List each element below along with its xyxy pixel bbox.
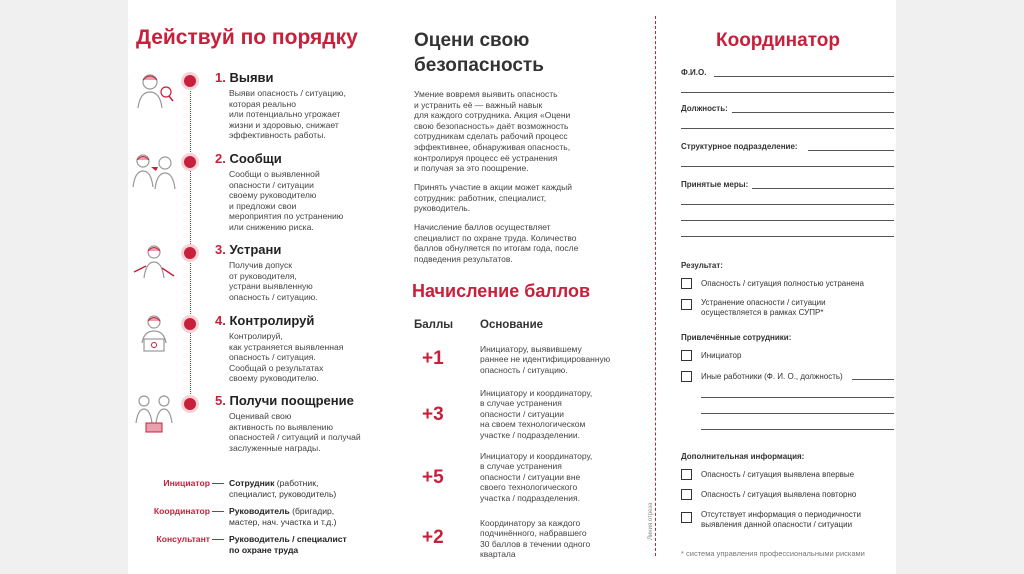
role-strong: Руководитель bbox=[229, 506, 290, 516]
result-eliminated-label: Опасность / ситуация полностью устранена bbox=[701, 279, 864, 288]
staff-others-input-line-2[interactable] bbox=[701, 397, 894, 398]
department-label: Структурное подразделение: bbox=[681, 142, 798, 151]
step-number: 2. bbox=[215, 151, 226, 166]
fio-input-line[interactable] bbox=[714, 76, 894, 77]
points-basis: Инициатору, выявившему раннее не идентифицированную опасность / ситуацию. bbox=[480, 344, 611, 375]
participation-paragraph: Принять участие в акции может каждый сотрудник: работник, специалист, руководитель. bbox=[414, 182, 572, 214]
extra-no-info-label: Отсутствует информация о периодичности выявления данной опасности / ситуации bbox=[701, 510, 861, 529]
extra-no-info-checkbox[interactable] bbox=[681, 512, 692, 523]
step-number: 5. bbox=[215, 393, 226, 408]
staff-initiator-label: Инициатор bbox=[701, 351, 742, 360]
role-name: Инициатор bbox=[163, 478, 210, 488]
left-column-title: Действуй по порядку bbox=[136, 26, 358, 49]
step-title: Сообщи bbox=[229, 151, 282, 166]
result-in-progress-label: Устранение опасности / ситуации осуществляется в рамках СУПР* bbox=[701, 298, 826, 317]
staff-others-input-line-3[interactable] bbox=[701, 413, 894, 414]
role-rest: (работник, специалист, руководитель) bbox=[229, 478, 337, 499]
cut-line bbox=[655, 16, 656, 556]
role-strong: Руководитель / специалист по охране труда bbox=[229, 534, 347, 555]
position-label: Должность: bbox=[681, 104, 728, 113]
step-number: 1. bbox=[215, 70, 226, 85]
step-marker bbox=[184, 398, 196, 410]
step-number: 4. bbox=[215, 313, 226, 328]
measures-input-line-3[interactable] bbox=[681, 220, 894, 221]
step-marker bbox=[184, 247, 196, 259]
role-name: Консультант bbox=[156, 534, 210, 544]
worker-fixing-icon bbox=[132, 242, 176, 282]
worker-spotting-icon bbox=[132, 70, 176, 110]
result-in-progress-checkbox[interactable] bbox=[681, 299, 692, 310]
step-title: Получи поощрение bbox=[229, 393, 354, 408]
column-header-basis: Основание bbox=[480, 319, 544, 331]
extra-first-time-label: Опасность / ситуация выявлена впервые bbox=[701, 470, 855, 479]
step-marker bbox=[184, 318, 196, 330]
cut-line-label: Линия отреза bbox=[648, 502, 654, 540]
steps-timeline bbox=[190, 80, 191, 410]
step-title: Контролируй bbox=[229, 313, 315, 328]
step-marker bbox=[184, 156, 196, 168]
measures-input-line[interactable] bbox=[752, 188, 894, 189]
worker-award-icon bbox=[132, 393, 176, 433]
middle-column-title: Оцени свою безопасность bbox=[414, 30, 544, 76]
step-marker bbox=[184, 75, 196, 87]
intro-paragraph: Умение вовремя выявить опасность и устранить её — важный навык для каждого сотрудника. Акция «Оцени свою безопасность» даёт возможность сотрудникам сделать рабочий процесс эффективнее, обнаруживая опасность, контролируя процесс её устранения и получая за это поощрение. bbox=[414, 89, 571, 174]
staff-others-checkbox[interactable] bbox=[681, 371, 692, 382]
staff-others-label: Иные работники (Ф. И. О., должность) bbox=[701, 372, 843, 381]
result-section-title: Результат: bbox=[681, 261, 723, 270]
position-input-line[interactable] bbox=[732, 112, 894, 113]
points-value: +1 bbox=[422, 348, 444, 369]
workers-talking-icon bbox=[132, 151, 176, 191]
step-description: Выяви опасность / ситуацию, которая реально или потенциально угрожает жизни и здоровью, снижает эффективность работы. bbox=[229, 88, 346, 141]
staff-section-title: Привлечённые сотрудники: bbox=[681, 333, 792, 342]
step-number: 3. bbox=[215, 242, 226, 257]
extra-repeat-label: Опасность / ситуация выявлена повторно bbox=[701, 490, 857, 499]
step-description: Сообщи о выявленной опасности / ситуации своему руководителю и предложи свои мероприятия по устранению или снижению риска. bbox=[229, 169, 344, 232]
step-description: Оценивай свою активность по выявлению опасностей / ситуаций и получай заслуженные награды. bbox=[229, 411, 361, 453]
points-title: Начисление баллов bbox=[412, 281, 591, 301]
extra-first-time-checkbox[interactable] bbox=[681, 469, 692, 480]
step-title: Выяви bbox=[229, 70, 274, 85]
measures-input-line-4[interactable] bbox=[681, 236, 894, 237]
measures-label: Принятые меры: bbox=[681, 180, 749, 189]
fio-input-line-2[interactable] bbox=[681, 92, 894, 93]
measures-input-line-2[interactable] bbox=[681, 204, 894, 205]
points-value: +2 bbox=[422, 527, 444, 548]
points-value: +5 bbox=[422, 467, 444, 488]
staff-initiator-checkbox[interactable] bbox=[681, 350, 692, 361]
extra-repeat-checkbox[interactable] bbox=[681, 489, 692, 500]
role-dash bbox=[212, 483, 224, 484]
scoring-paragraph: Начисление баллов осуществляет специалист по охране труда. Количество баллов обнуляется по итогам года, после подведения результатов. bbox=[414, 222, 579, 264]
points-basis: Инициатору и координатору, в случае устранения опасности / ситуации вне своего технологического участка / подразделения. bbox=[480, 451, 593, 503]
fio-label: Ф.И.О. bbox=[681, 68, 707, 77]
extra-section-title: Дополнительная информация: bbox=[681, 452, 805, 461]
worker-laptop-icon bbox=[132, 313, 176, 353]
result-eliminated-checkbox[interactable] bbox=[681, 278, 692, 289]
footnote: * система управления профессиональными рисками bbox=[681, 549, 865, 558]
points-basis: Инициатору и координатору, в случае устранения опасности / ситуации на своем технологическом участке / подразделении. bbox=[480, 388, 593, 440]
staff-others-input-line-4[interactable] bbox=[701, 429, 894, 430]
points-basis: Координатору за каждого подчинённого, набравшего 30 баллов в течении одного квартала bbox=[480, 518, 591, 560]
step-description: Получив допуск от руководителя, устрани выявленную опасность / ситуацию. bbox=[229, 260, 318, 302]
department-input-line[interactable] bbox=[808, 150, 894, 151]
role-dash bbox=[212, 511, 224, 512]
leaflet-page bbox=[128, 0, 896, 574]
role-name: Координатор bbox=[153, 506, 210, 516]
department-input-line-2[interactable] bbox=[681, 166, 894, 167]
staff-others-input-line[interactable] bbox=[852, 379, 894, 380]
points-value: +3 bbox=[422, 404, 444, 425]
coordinator-title: Координатор bbox=[716, 30, 840, 51]
column-header-points: Баллы bbox=[414, 319, 454, 331]
step-title: Устрани bbox=[229, 242, 282, 257]
role-rest: (бригадир, мастер, нач. участка и т.д.) bbox=[229, 506, 337, 527]
position-input-line-2[interactable] bbox=[681, 128, 894, 129]
step-description: Контролируй, как устраняется выявленная опасность / ситуация. Сообщай о результатах своему руководителю. bbox=[229, 331, 344, 384]
role-strong: Сотрудник bbox=[229, 478, 275, 488]
role-dash bbox=[212, 539, 224, 540]
